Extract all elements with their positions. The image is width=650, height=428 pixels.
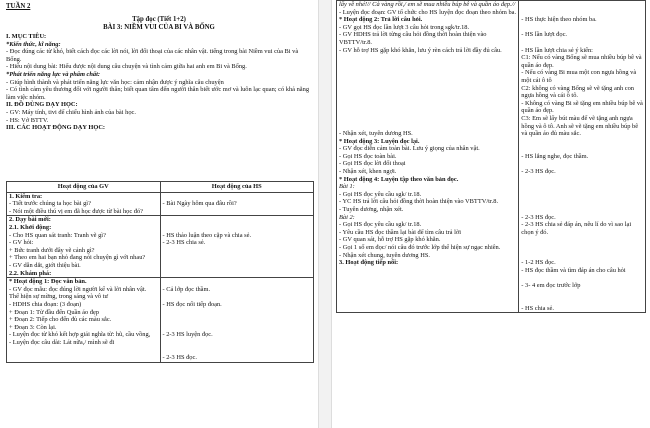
cell-line: - Nhận xét, tuyên dương HS. [339,130,413,138]
cell-line [339,54,516,62]
cell-line: lấy về nhé!// Cả vàng rồi,/ em sẽ mua nhiều búp bê và quần áo đẹp.// [339,1,516,8]
cell-line [521,206,643,214]
cell-line [521,9,643,17]
cell-line: - HDHS chia đoạn: (3 đoạn) [9,300,82,308]
intro-line: - HS: Vở BTTV. [6,116,49,124]
cell-line: - Nhận xét chung, tuyên dương HS. [339,251,430,259]
intro-line: I. MỤC TIÊU: [6,33,47,40]
lesson-title: Tập đọc (Tiết 1+2) [132,16,186,23]
cell-line [339,77,516,85]
cell-line: - Luyện đọc từ khó kết hợp giải nghĩa từ: hũ, cầu vồng, [9,331,151,339]
teacher-activity-cell [337,1,519,313]
cell-line [163,324,312,332]
table-row [7,216,314,278]
cell-line: 2.2. Khám phá: [9,269,52,277]
cell-line: - GV đọc mẫu: đọc đúng lời người kể và lời nhân vật. Thể hiện sự mừng, trong sáng và vô tư [9,285,147,301]
cell-line: - Tuyên dương, nhận xét. [339,206,404,214]
cell-line: - Tiết trước chúng ta học bài gì? [9,200,91,208]
lesson-subtitle: BÀI 3: NIỀM VUI CỦA BI VÀ BỐNG [103,24,215,31]
intro-line: II. ĐỒ DÙNG DẠY HỌC: [6,101,78,109]
cell-line: - 2-3 HS chia sẻ. [162,239,206,247]
cell-line: + Đoạn 1: Từ đầu đến Quần áo đẹp [9,308,100,316]
page-2 [332,0,650,428]
cell-line [339,100,516,108]
cell-line [521,191,643,199]
student-activity-cell [519,1,646,313]
cell-line: - HS lắng nghe, đọc thầm. [521,152,589,160]
cell-line [163,339,312,347]
cell-line [163,316,312,324]
lesson-intro [6,33,314,132]
cell-line: 1. Kiểm tra: [9,192,43,200]
intro-line: - Có tình cảm yêu thương đối với người thân; biết quan tâm đến người thân biết ước mơ và luôn lạc quan; có khả năng làm việc nhóm. [6,86,310,101]
cell-line: 3. Hoạt động tiếp nối: [339,259,399,267]
intro-line: *Kiến thức, kĩ năng: [6,40,61,48]
cell-line: 2. Dạy bài mới: [9,216,51,224]
intro-line: - Hiểu nội dung bài: Hiểu được nội dung câu chuyện và tình cảm giữa hai anh em Bi và Bống. [6,63,247,71]
student-activity-cell [160,216,314,278]
cell-line: - Gọi HS đọc yêu cầu sgk/ tr.18. [339,190,422,198]
cell-line: - GV gọi HS đọc lần lượt 3 câu hỏi trong sgk/tr.18. [339,23,470,31]
cell-line: - GV HDHS trả lời từng câu hỏi đồng thời hoàn thiện vào VBTTV/tr.8. [339,31,487,46]
cell-line [163,309,312,317]
cell-line: - Nếu có vàng Bi mua một con ngựa hồng và một cái ô tô [521,69,637,84]
cell-line: * Hoạt động 3: Luyện đọc lại. [339,137,420,145]
intro-line: - Đọc đúng các từ khó, biết cách đọc các lời nói, lời đối thoại của các nhân vật. tiếng trong bài Niềm vui của Bi và Bống. [6,48,299,63]
cell-line [521,252,643,260]
cell-line: - GV quan sát, hỗ trợ HS gặp khó khăn. [339,236,441,244]
cell-line: C1: Nếu có vàng Bống sẽ mua nhiều búp bê và quần áo đẹp. [521,54,642,69]
cell-line [521,24,643,32]
cell-line: - 1-2 HS đọc. [521,259,556,267]
cell-line: - 3- 4 em đọc trước lớp [521,281,581,289]
cell-line: - Bài Ngày hôm qua đâu rồi? [162,200,237,208]
cell-line: Bài 2: [339,213,355,221]
cell-line: - 2-3 HS đọc. [162,354,197,362]
cell-line: - 2-3 HS đọc. [521,168,556,176]
cell-line [521,145,643,153]
cell-line [521,183,643,191]
cell-line [339,62,516,70]
cell-line: - HS đọc nối tiếp đoạn. [162,300,222,308]
table-row [7,278,314,363]
cell-line [521,1,643,9]
cell-line [339,115,516,123]
cell-line: * Hoạt động 4: Luyện tập theo văn bản đọc. [339,175,459,183]
cell-line: + Đoạn 2: Tiếp cho đến đủ các màu sắc. [9,316,112,324]
cell-line [521,274,643,282]
header-student: Hoạt động của HS [160,182,314,193]
cell-line: - Luyện đọc câu dài: Lát nữa,/ mình sẽ đi [9,338,115,346]
cell-line: - HS chia sẻ. [521,304,554,312]
cell-line [163,293,312,301]
cell-line: - GV hỏi: [9,239,34,247]
cell-line: Bài 1: [339,183,355,191]
intro-line: *Phát triển năng lực và phẩm chất: [6,70,101,78]
cell-line [521,39,643,47]
cell-line [339,123,516,131]
cell-line: - HS lần lượt chia sẻ ý kiến: [521,46,593,54]
teacher-activity-cell [7,216,161,278]
week-label: TUẦN 2 [6,3,31,10]
cell-line: - HS lần lượt đọc. [521,31,568,39]
teacher-activity-cell [7,192,161,216]
cell-line: C2: không có vàng Bống sẽ vẽ tặng anh con ngựa hồng và cái ô tô. [521,84,635,100]
intro-line: - GV: Máy tính, tivi để chiếu hình ảnh của bài học. [6,108,136,116]
cell-line: - HS đọc thầm và tìm đáp án cho câu hỏi [521,266,626,274]
table-row [7,192,314,216]
cell-line: - Cho HS quan sát tranh: Tranh vẽ gì? [9,231,106,239]
cell-line [339,92,516,100]
cell-line [163,224,312,232]
cell-line: - GV dẫn dắt, giới thiệu bài. [9,261,81,269]
intro-line: III. CÁC HOẠT ĐỘNG DẠY HỌC: [6,124,106,132]
header-teacher: Hoạt động của GV [7,182,161,193]
cell-line: - HS thực hiện theo nhóm ba. [521,16,597,24]
activity-table-2 [336,0,646,313]
cell-line: - GV đọc diễn cảm toàn bài. Lưu ý giọng của nhân vật. [339,145,480,153]
student-activity-cell [160,278,314,363]
cell-line [521,297,643,305]
cell-line: - Yêu cầu HS đọc thầm lại bài để tìm câu trả lời [339,228,462,236]
cell-line: - Gọi 1 số em đọc/ nói câu đó trước lớp thể hiện sự ngạc nhiên. [339,244,501,251]
cell-line: - Gọi HS đọc toàn bài. [339,152,397,160]
cell-line: - 2-3 HS đọc. [521,213,556,221]
cell-line [339,107,516,115]
cell-line [521,290,643,298]
cell-line: - Không có vàng Bi sẽ tặng em nhiều búp bê và quần áo đẹp. [521,99,643,115]
intro-line: - Giúp hình thành và phát triển năng lực văn học: cảm nhận được ý nghĩa câu chuyện [6,78,224,86]
cell-line: * Hoạt động 1: Đọc văn bản. [9,278,87,286]
cell-line: - Gọi HS đọc lời đối thoại [339,160,406,168]
cell-line [521,244,643,252]
cell-line: - HS thảo luận theo cặp và chia sẻ. [162,231,252,239]
cell-line [521,236,643,244]
cell-line: - 2-3 HS luyện đọc. [162,331,213,339]
cell-line: C3: Em sẽ lấy bút màu để vẽ tặng anh ngựa hồng và ô tô. Anh sẽ vẽ tặng em nhiều búp bê và quần áo đủ màu sắc. [521,114,639,138]
cell-line [163,193,312,201]
cell-line [339,85,516,93]
table-row [337,1,646,313]
cell-line: - Gọi HS đọc yêu cầu sgk/ tr.18. [339,221,422,229]
cell-line: - YC HS trả lời câu hỏi đồng thời hoàn thiện vào VBTTV/tr.8. [339,198,499,206]
activity-table-1 [6,181,314,363]
cell-line [339,69,516,77]
cell-line [521,176,643,184]
cell-line [163,216,312,224]
cell-line [521,138,643,146]
cell-line: - 2-3 HS chia sẻ đáp án, nêu lí do vì sao lại chọn ý đó. [521,221,632,236]
cell-line: + Theo em hai bạn nhỏ đang nói chuyện gì với nhau? [9,254,146,262]
cell-line [521,160,643,168]
page-1 [0,0,318,428]
cell-line: - Luyện đọc đoạn: GV tổ chức cho HS luyện đọc đoạn theo nhóm ba. [339,8,517,16]
cell-line: + Đoạn 3: Còn lại. [9,323,57,331]
cell-line: - Nhận xét, khen ngợi. [339,168,397,176]
cell-line: + Bức tranh dưới đây vẽ cảnh gì? [9,246,95,254]
cell-line [163,346,312,354]
cell-line: - Nói một điều thú vị em đã học được từ bài học đó? [9,207,144,215]
cell-line: * Hoạt động 2: Trả lời câu hỏi. [339,16,423,24]
cell-line [163,278,312,286]
student-activity-cell [160,192,314,216]
cell-line: - Cả lớp đọc thầm. [162,285,211,293]
cell-line: - GV hỗ trợ HS gặp khó khăn, lưu ý rèn cách trả lời đầy đủ câu. [339,46,502,54]
teacher-activity-cell [7,278,161,363]
cell-line [521,198,643,206]
page-gap [318,0,332,428]
cell-line: 2.1. Khởi động: [9,223,52,231]
